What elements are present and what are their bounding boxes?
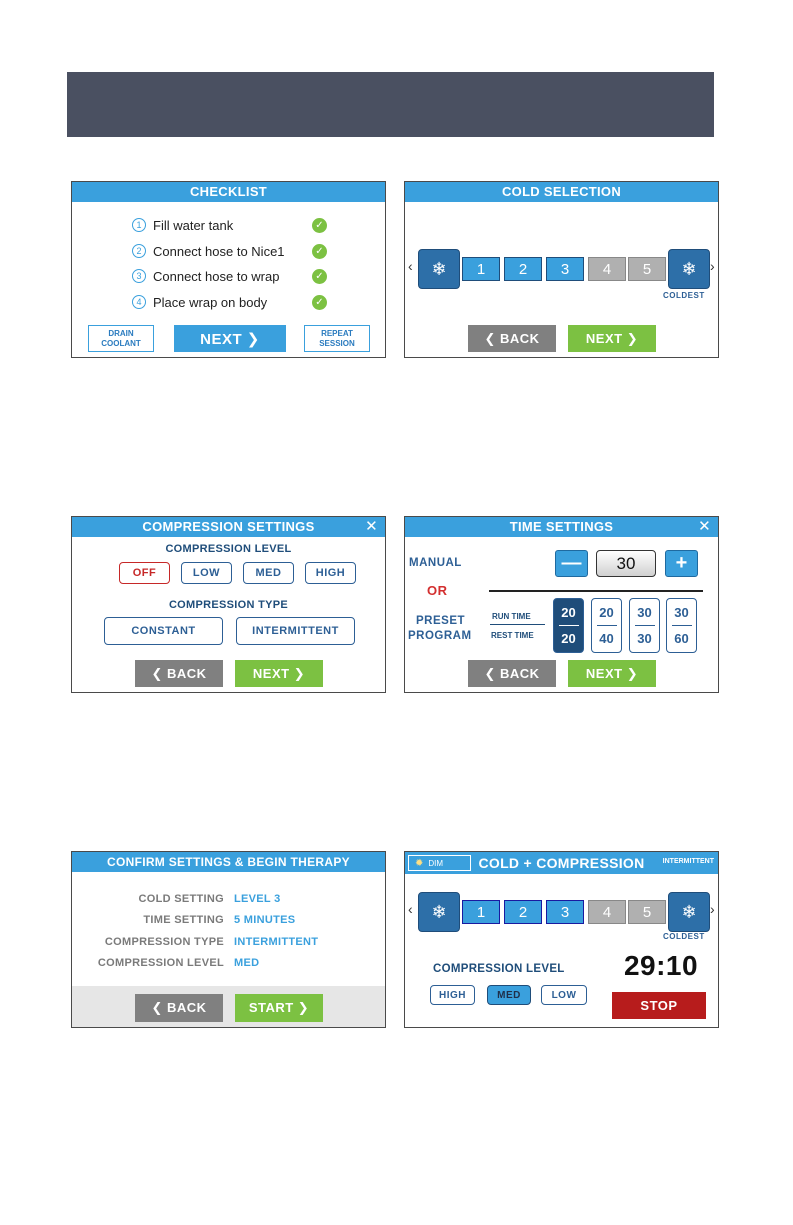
cold-level-2[interactable]: 2 [504, 900, 542, 924]
back-button[interactable]: ❮ BACK [468, 325, 556, 352]
preset-divider [597, 625, 617, 627]
compression-med-option[interactable]: MED [243, 562, 294, 584]
preset-rest-value: 20 [561, 631, 576, 647]
cold-selection-title: COLD SELECTION [405, 182, 718, 202]
checklist-item-text: Fill water tank [153, 217, 234, 233]
compression-low-option[interactable]: LOW [541, 985, 587, 1005]
cold-level-selector [407, 892, 717, 932]
compression-settings-title-text: COMPRESSION SETTINGS [142, 519, 315, 534]
manual-label: MANUAL [409, 557, 462, 569]
confirm-value: 5 MINUTES [234, 914, 296, 926]
dim-button[interactable] [408, 855, 471, 871]
lightbulb-icon: ✹ [415, 857, 424, 869]
cold-level-selector [407, 249, 717, 289]
compression-high-option[interactable]: HIGH [430, 985, 475, 1005]
next-button[interactable]: NEXT ❯ [235, 660, 323, 687]
header-banner [67, 72, 714, 137]
divider [489, 590, 703, 592]
confirm-row [72, 957, 386, 977]
confirm-value: LEVEL 3 [234, 893, 281, 905]
step-number: 4 [132, 295, 146, 309]
preset-20-20[interactable] [553, 598, 584, 653]
intermittent-option[interactable]: INTERMITTENT [236, 617, 355, 645]
preset-divider [559, 625, 579, 627]
preset-divider [635, 625, 655, 627]
drain-label-line2: COOLANT [101, 338, 141, 348]
snowflake-icon[interactable]: ❄ [418, 249, 460, 289]
snowflake-icon[interactable]: ❄ [418, 892, 460, 932]
confirm-title: CONFIRM SETTINGS & BEGIN THERAPY [72, 852, 385, 872]
checklist-item-text: Connect hose to wrap [153, 268, 280, 284]
step-number: 3 [132, 269, 146, 283]
chevron-right-icon[interactable]: › [710, 258, 715, 274]
check-icon: ✓ [312, 295, 327, 310]
cold-level-4[interactable]: 4 [588, 900, 626, 924]
back-button[interactable]: ❮ BACK [468, 660, 556, 687]
repeat-label-line1: REPEAT [321, 328, 353, 338]
close-icon[interactable]: ✕ [365, 518, 378, 535]
running-title: COLD + COMPRESSION [478, 855, 645, 871]
next-button[interactable]: NEXT ❯ [568, 325, 656, 352]
cold-level-3[interactable]: 3 [546, 900, 584, 924]
cold-selection-screen [404, 181, 719, 358]
snowflake-icon[interactable]: ❄ [668, 249, 710, 289]
constant-option[interactable]: CONSTANT [104, 617, 223, 645]
compression-settings-title [72, 517, 385, 537]
compression-off-option[interactable]: OFF [119, 562, 170, 584]
confirm-key: COLD SETTING [138, 893, 224, 905]
chevron-right-icon[interactable]: › [710, 901, 715, 917]
cold-level-5[interactable]: 5 [628, 900, 666, 924]
preset-20-40[interactable] [591, 598, 622, 653]
coldest-label: COLDEST [663, 932, 705, 941]
repeat-label-line2: SESSION [319, 338, 355, 348]
run-time-label: RUN TIME [492, 612, 531, 621]
close-icon[interactable]: ✕ [698, 518, 711, 535]
preset-label-line2: PROGRAM [408, 630, 472, 642]
preset-label-line1: PRESET [416, 615, 466, 627]
back-button[interactable]: ❮ BACK [135, 660, 223, 687]
coldest-label: COLDEST [663, 291, 705, 300]
checklist-item [132, 241, 285, 261]
compression-level-heading: COMPRESSION LEVEL [165, 543, 292, 555]
preset-30-60[interactable] [666, 598, 697, 653]
back-button[interactable]: ❮ BACK [135, 994, 223, 1022]
checklist-item-text: Connect hose to Nice1 [153, 243, 285, 259]
chevron-left-icon[interactable]: ‹ [408, 901, 413, 917]
or-label: OR [427, 583, 448, 598]
confirm-value: INTERMITTENT [234, 936, 319, 948]
confirm-footer [72, 986, 385, 1028]
confirm-key: COMPRESSION LEVEL [97, 957, 224, 969]
dim-label: DIM [428, 858, 444, 868]
preset-run-value: 30 [674, 604, 689, 620]
confirm-row [72, 893, 386, 913]
cold-level-3[interactable]: 3 [546, 257, 584, 281]
compression-type-heading: COMPRESSION TYPE [168, 599, 289, 611]
preset-rest-value: 40 [599, 631, 614, 647]
checklist-title: CHECKLIST [72, 182, 385, 202]
preset-rest-value: 30 [637, 631, 652, 647]
time-settings-title-text: TIME SETTINGS [509, 519, 614, 534]
cold-level-5[interactable]: 5 [628, 257, 666, 281]
next-button[interactable]: NEXT ❯ [568, 660, 656, 687]
timer-display: 29:10 [623, 950, 699, 981]
confirm-row [72, 914, 386, 934]
repeat-session-button[interactable] [304, 325, 370, 352]
compression-level-heading: COMPRESSION LEVEL [433, 963, 565, 975]
start-button[interactable]: START ❯ [235, 994, 323, 1022]
confirm-settings-screen [71, 851, 386, 1028]
next-button[interactable]: NEXT ❯ [174, 325, 286, 352]
preset-run-value: 20 [561, 604, 576, 620]
checklist-screen [71, 181, 386, 358]
running-screen [404, 851, 719, 1028]
time-settings-screen [404, 516, 719, 693]
snowflake-icon[interactable]: ❄ [668, 892, 710, 932]
preset-run-value: 20 [599, 604, 614, 620]
compression-high-option[interactable]: HIGH [305, 562, 356, 584]
step-number: 2 [132, 244, 146, 258]
preset-rest-value: 60 [674, 631, 689, 647]
confirm-key: TIME SETTING [143, 914, 224, 926]
drain-coolant-button[interactable] [88, 325, 154, 352]
preset-30-30[interactable] [629, 598, 660, 653]
cold-level-4[interactable]: 4 [588, 257, 626, 281]
run-rest-divider [490, 624, 545, 625]
compression-med-option[interactable]: MED [487, 985, 531, 1005]
compression-settings-screen [71, 516, 386, 693]
time-settings-title [405, 517, 718, 537]
time-value-field[interactable]: 30 [596, 550, 656, 577]
stop-button[interactable]: STOP [612, 992, 706, 1019]
increase-time-button[interactable]: + [665, 550, 698, 577]
preset-divider [672, 625, 692, 627]
confirm-row [72, 936, 386, 956]
drain-label-line1: DRAIN [108, 328, 134, 338]
cold-level-2[interactable]: 2 [504, 257, 542, 281]
checklist-item [132, 266, 279, 286]
confirm-value: MED [234, 957, 260, 969]
compression-low-option[interactable]: LOW [181, 562, 232, 584]
check-icon: ✓ [312, 244, 327, 259]
checklist-item [132, 292, 267, 312]
mode-label: INTERMITTENT [662, 858, 714, 865]
cold-level-1[interactable]: 1 [462, 257, 500, 281]
chevron-left-icon[interactable]: ‹ [408, 258, 413, 274]
check-icon: ✓ [312, 218, 327, 233]
checklist-item [132, 215, 233, 235]
preset-run-value: 30 [637, 604, 652, 620]
rest-time-label: REST TIME [491, 631, 534, 640]
check-icon: ✓ [312, 269, 327, 284]
checklist-item-text: Place wrap on body [153, 294, 268, 310]
confirm-key: COMPRESSION TYPE [104, 936, 224, 948]
step-number: 1 [132, 218, 146, 232]
cold-level-1[interactable]: 1 [462, 900, 500, 924]
decrease-time-button[interactable]: — [555, 550, 588, 577]
